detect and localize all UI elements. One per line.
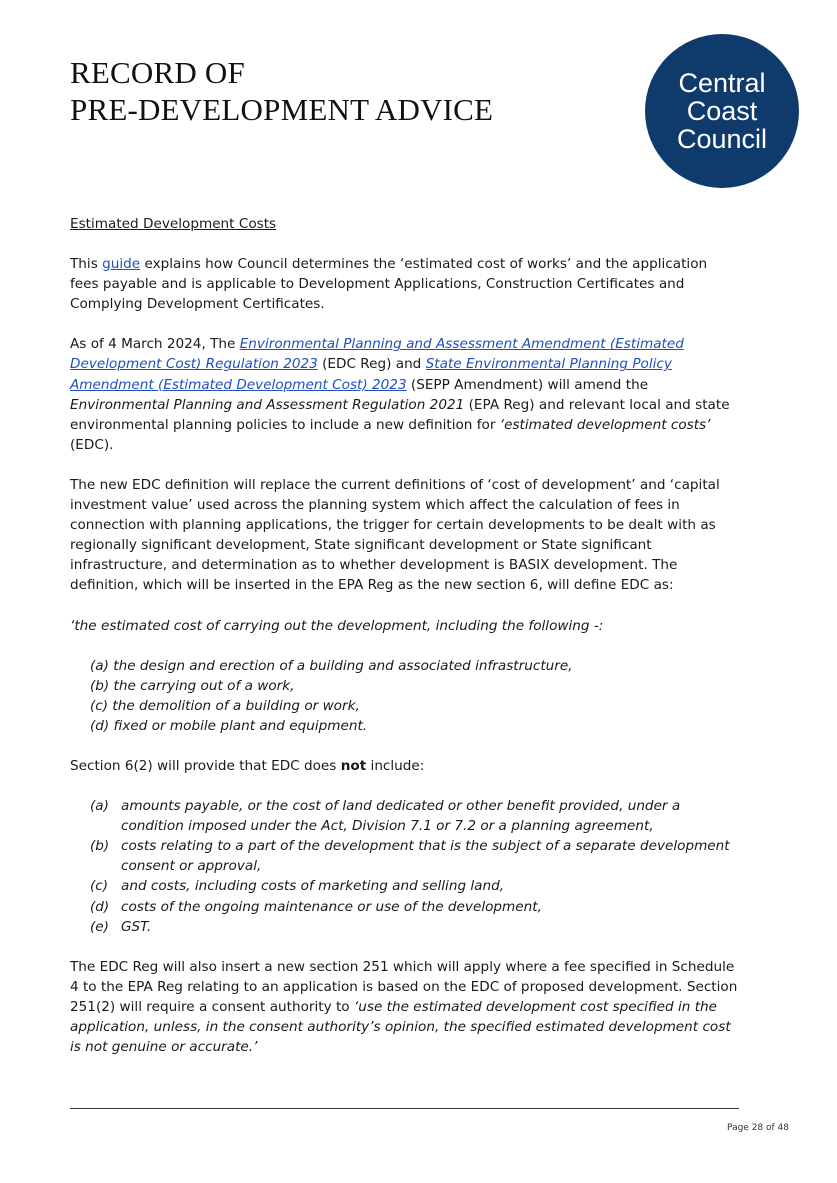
edc-term: ‘estimated development costs’ xyxy=(499,416,711,433)
exclusion-marker: (a) xyxy=(90,798,109,815)
reg-text-prefix: As of 4 March 2024, The xyxy=(70,336,240,353)
exclusion-text: costs relating to a part of the development that is the subject of a separate development consent or approval, xyxy=(121,838,730,875)
epa-regulation-name: Environmental Planning and Assessment Regulation 2021 xyxy=(70,396,465,413)
exclusion-text: amounts payable, or the cost of land dedicated or other benefit provided, under a condition imposed under the Act, Division 7.1 or 7.2 or a planning agreement, xyxy=(121,798,681,835)
definition-paragraph: The new EDC definition will replace the current definitions of ‘cost of development’ and ‘capital investment value’ used across the planning system which affect the calculation of fees in connection with planning applications, the trigger for certain developments to be dealt with as regionally significant development, State significant development or State significant infrastructure, and determination as to whether development is BASIX development. The definition, which will be inserted in the EPA Reg as the new section 6, will define EDC as: xyxy=(70,476,720,594)
reg-text-mid-1: (EDC Reg) and xyxy=(317,356,426,373)
page-content xyxy=(70,214,740,1077)
page-number: Page 28 of 48 xyxy=(727,1123,789,1133)
logo-text-coast: Coast xyxy=(686,96,758,126)
exclusion-marker: (b) xyxy=(90,838,110,855)
exclusions-intro xyxy=(70,756,740,776)
intro-text-after: explains how Council determines the ‘estimated cost of works’ and the application fees payable and is applicable to Development Applications, Construction Certificates and Complying Development Certificates. xyxy=(70,256,708,313)
exclusion-text: and costs, including costs of marketing and selling land, xyxy=(121,878,505,895)
regulation-paragraph xyxy=(70,334,740,455)
fee-section-quote: ‘use the estimated development cost specified in the application, unless, in the consent authority’s opinion, the specified estimated development cost is not genuine or accurate.’ xyxy=(70,998,731,1056)
exclusion-marker: (c) xyxy=(90,878,109,895)
definition-list xyxy=(70,656,740,736)
title-line-2: PRE-DEVELOPMENT ADVICE xyxy=(70,92,494,127)
sepp-amendment-link[interactable]: State Environmental Planning Policy Amendment (Estimated Development Cost) 2023 xyxy=(70,356,672,393)
document-title xyxy=(70,54,493,128)
definition-item: (c) the demolition of a building or work, xyxy=(90,697,360,714)
exclusions-intro-bold: not xyxy=(340,757,367,774)
exclusion-item xyxy=(90,917,740,937)
title-line-1: RECORD OF xyxy=(70,55,245,90)
exclusions-intro-before: Section 6(2) will provide that EDC does xyxy=(70,757,341,774)
exclusion-item xyxy=(90,876,740,896)
logo-text-council: Council xyxy=(676,124,768,154)
reg-text-suffix: (EDC). xyxy=(70,436,114,453)
exclusion-text: costs of the ongoing maintenance or use of the development, xyxy=(121,898,542,915)
reg-text-mid-2: (SEPP Amendment) will amend the xyxy=(406,376,649,393)
definition-item: (d) fixed or mobile plant and equipment. xyxy=(90,717,368,734)
definition-item: (a) the design and erection of a building and associated infrastructure, xyxy=(90,657,573,674)
exclusion-item xyxy=(90,796,740,836)
guide-link[interactable]: guide xyxy=(102,256,141,273)
logo-text-central: Central xyxy=(678,68,766,98)
exclusions-list xyxy=(70,796,740,937)
fee-section-text: The EDC Reg will also insert a new section 251 which will apply where a fee specified in Schedule 4 to the EPA Reg relating to an application is based on the EDC of proposed development. Section 251(2) will require a consent authority to xyxy=(70,958,738,1015)
reg-text-mid-3: (EPA Reg) and relevant local and state environmental planning policies to include a new definition for xyxy=(70,396,730,433)
council-logo xyxy=(645,34,799,188)
exclusion-item xyxy=(90,836,740,876)
section-heading: Estimated Development Costs xyxy=(70,216,277,232)
exclusion-text: GST. xyxy=(121,918,152,935)
definition-item: (b) the carrying out of a work, xyxy=(90,677,295,694)
fee-section-paragraph xyxy=(70,957,740,1057)
footer-divider xyxy=(70,1108,739,1109)
intro-text-before: This xyxy=(70,256,103,273)
exclusion-item xyxy=(90,897,740,917)
edc-regulation-link[interactable]: Environmental Planning and Assessment Amendment (Estimated Development Cost) Regulation 2023 xyxy=(70,336,684,373)
exclusions-intro-after: include: xyxy=(366,757,425,774)
intro-paragraph xyxy=(70,254,740,314)
exclusion-marker: (d) xyxy=(90,898,110,915)
exclusion-marker: (e) xyxy=(90,918,109,935)
definition-intro: ‘the estimated cost of carrying out the development, including the following -: xyxy=(70,617,604,634)
